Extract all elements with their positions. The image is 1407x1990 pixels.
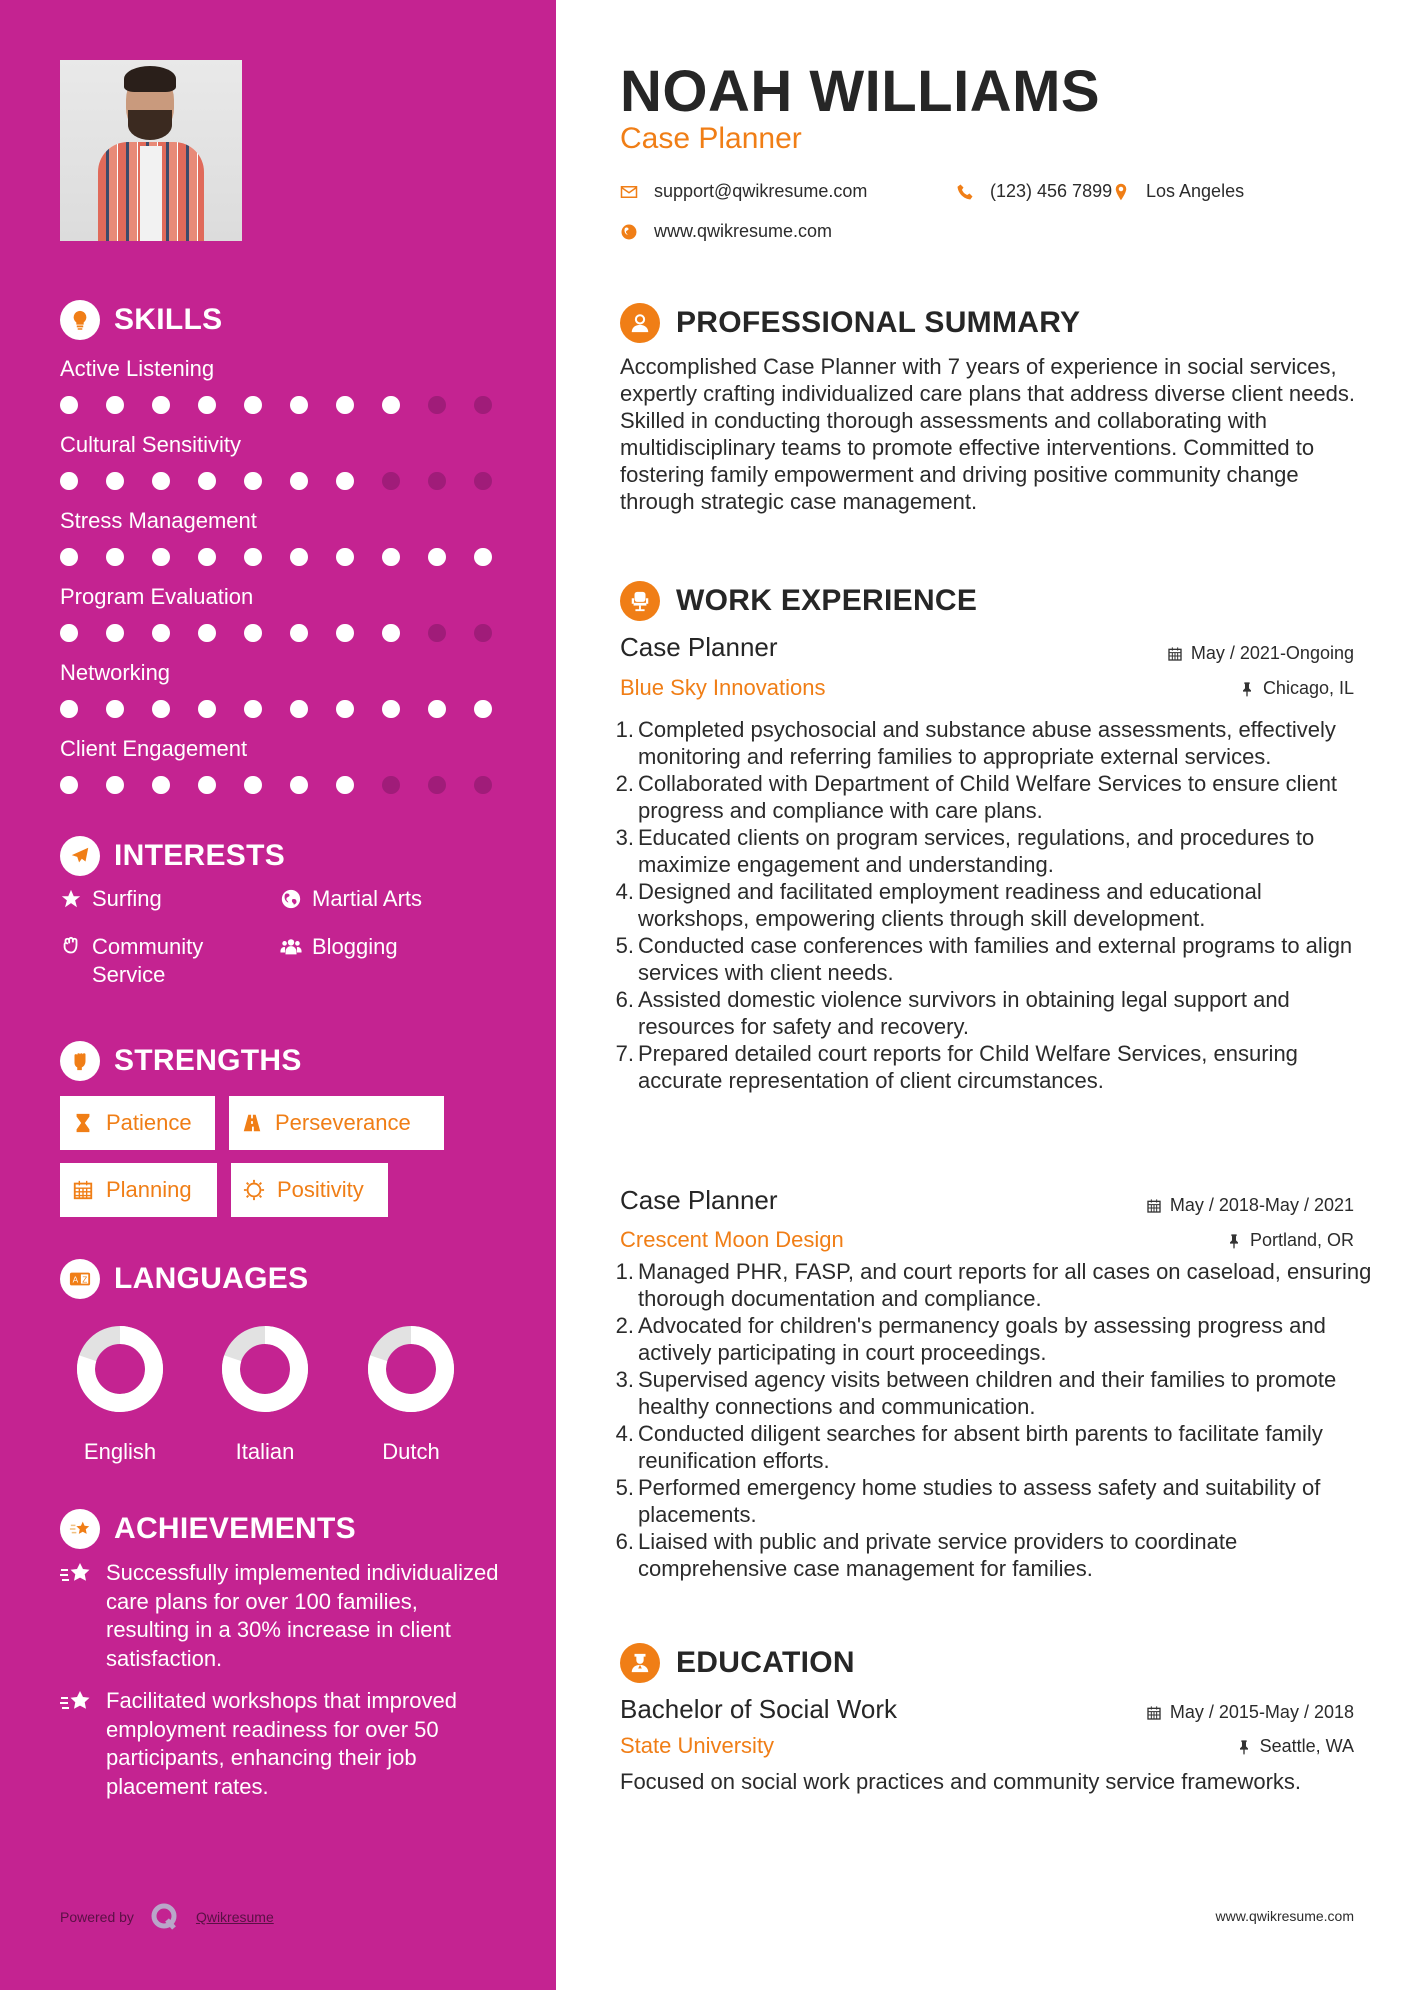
rating-dot-empty <box>382 472 400 490</box>
strength-badge: Perseverance <box>229 1096 444 1150</box>
list-item: 2. Advocated for children's permanency goals by assessing progress and actively participating in court proceedings. <box>615 1313 1326 1365</box>
skill-rating <box>60 548 520 566</box>
globe-icon <box>620 223 638 241</box>
rating-dot-filled <box>290 776 308 794</box>
language-donut <box>76 1325 164 1413</box>
rating-dot-filled <box>106 624 124 642</box>
candidate-name: NOAH WILLIAMS <box>620 59 1101 124</box>
achievements-heading: ACHIEVEMENTS <box>60 1509 356 1549</box>
contact-website[interactable]: www.qwikresume.com <box>620 221 832 242</box>
rating-dot-filled <box>152 548 170 566</box>
rating-dot-filled <box>198 472 216 490</box>
contact-email[interactable]: support@qwikresume.com <box>620 181 867 202</box>
translate-icon <box>60 1259 100 1299</box>
list-item: 5. Performed emergency home studies to assess safety and suitability of placements. <box>615 1475 1321 1527</box>
hand-fist-icon <box>60 936 82 958</box>
rating-dot-filled <box>244 624 262 642</box>
svg-text:Z: Z <box>82 1275 88 1285</box>
education-heading: EDUCATION <box>620 1643 855 1683</box>
rating-dot-empty <box>474 396 492 414</box>
rating-dot-filled <box>198 776 216 794</box>
rating-dot-filled <box>428 700 446 718</box>
calendar-icon <box>1146 1198 1162 1214</box>
job-role: Case Planner <box>620 1185 778 1215</box>
skill-rating <box>60 700 520 718</box>
skill-rating <box>60 624 520 642</box>
strength-badge: Positivity <box>231 1163 388 1217</box>
contact-location: Los Angeles <box>1112 181 1244 202</box>
list-item: 3. Supervised agency visits between children and their families to promote healthy connections and communication. <box>615 1367 1337 1419</box>
rating-dot-filled <box>60 548 78 566</box>
list-item: 1. Completed psychosocial and substance abuse assessments, effectively monitoring and referring families to appropriate external services. <box>615 717 1336 769</box>
rating-dot-filled <box>244 700 262 718</box>
rating-dot-filled <box>336 624 354 642</box>
paper-plane-icon <box>60 836 100 876</box>
education-location: Seattle, WA <box>1236 1736 1354 1757</box>
strength-badge: Patience <box>60 1096 215 1150</box>
rating-dot-filled <box>382 548 400 566</box>
skill-item: Stress Management <box>60 506 520 566</box>
rating-dot-filled <box>60 700 78 718</box>
rating-dot-filled <box>152 776 170 794</box>
qwikresume-link[interactable]: Qwikresume <box>195 1909 274 1925</box>
job-dates: May / 2021-Ongoing <box>1167 643 1354 664</box>
rating-dot-filled <box>382 700 400 718</box>
school: State University <box>620 1733 775 1758</box>
fist-icon <box>60 1041 100 1081</box>
rating-dot-filled <box>290 700 308 718</box>
rating-dot-filled <box>244 396 262 414</box>
rating-dot-filled <box>336 396 354 414</box>
list-item: 3. Educated clients on program services, regulations, and procedures to maximize engagement and understanding. <box>615 825 1315 877</box>
rating-dot-filled <box>336 700 354 718</box>
interest-item: Martial Arts <box>280 885 422 913</box>
education-dates: May / 2015-May / 2018 <box>1146 1702 1354 1723</box>
rating-dot-filled <box>382 396 400 414</box>
rating-dot-empty <box>382 776 400 794</box>
interests-heading: INTERESTS <box>60 836 285 876</box>
degree: Bachelor of Social Work <box>620 1694 897 1724</box>
rating-dot-filled <box>198 548 216 566</box>
language-donut <box>221 1325 309 1413</box>
skill-item: Networking <box>60 658 520 718</box>
interest-item: Surfing <box>60 885 162 913</box>
list-item: 7. Prepared detailed court reports for Child Welfare Services, ensuring accurate representation of client circumstances. <box>615 1041 1298 1093</box>
rating-dot-filled <box>106 548 124 566</box>
phone-icon <box>956 183 974 201</box>
rating-dot-filled <box>106 396 124 414</box>
envelope-icon <box>620 183 638 201</box>
graduate-icon <box>620 1643 660 1683</box>
rating-dot-filled <box>428 548 446 566</box>
list-item: 4. Designed and facilitated employment readiness and educational workshops, empowering clients through skill development. <box>615 879 1262 931</box>
interest-item: Community Service <box>60 933 260 989</box>
skill-rating <box>60 396 520 414</box>
rating-dot-filled <box>198 396 216 414</box>
rating-dot-filled <box>198 700 216 718</box>
rating-dot-filled <box>336 472 354 490</box>
list-item: 5. Conducted case conferences with families and external programs to align services with client needs. <box>615 933 1353 985</box>
rating-dot-filled <box>290 472 308 490</box>
contact-phone[interactable]: (123) 456 7899 <box>956 181 1112 202</box>
job-bullets <box>612 1258 1372 1582</box>
svg-text:A: A <box>72 1275 79 1285</box>
shooting-star-icon <box>60 1689 92 1717</box>
rating-dot-empty <box>428 776 446 794</box>
interest-item: Blogging <box>280 933 398 961</box>
candidate-title: Case Planner <box>620 122 802 155</box>
rating-dot-filled <box>290 548 308 566</box>
job-location: Chicago, IL <box>1239 678 1354 699</box>
calendar-icon <box>72 1179 94 1201</box>
shooting-star-icon <box>60 1509 100 1549</box>
list-item: 2. Collaborated with Department of Child Welfare Services to ensure client progress and compliance with care plans. <box>615 771 1338 823</box>
rating-dot-filled <box>290 624 308 642</box>
rating-dot-filled <box>336 776 354 794</box>
job-company: Crescent Moon Design <box>620 1227 844 1252</box>
summary-text: Accomplished Case Planner with 7 years of experience in social services, expertly crafting individualized care plans that address diverse client needs. Skilled in conducting thorough assessments and collaborating with multidisciplinary teams to promote effective interventions. Committed to fostering family empowerment and driving positive community change through strategic case management. <box>620 354 1355 514</box>
job-bullets <box>612 716 1372 1094</box>
skill-item: Program Evaluation <box>60 582 520 642</box>
main-content <box>556 0 1407 1990</box>
rating-dot-filled <box>152 472 170 490</box>
rating-dot-filled <box>474 700 492 718</box>
rating-dot-empty <box>428 624 446 642</box>
job-location: Portland, OR <box>1226 1230 1354 1251</box>
rating-dot-filled <box>60 396 78 414</box>
rating-dot-filled <box>382 624 400 642</box>
languages-heading: A Z LANGUAGES <box>60 1259 308 1299</box>
skill-item: Active Listening <box>60 354 520 414</box>
rating-dot-empty <box>474 472 492 490</box>
calendar-icon <box>1167 646 1183 662</box>
skill-item: Client Engagement <box>60 734 520 794</box>
skill-rating <box>60 776 520 794</box>
shooting-star-icon <box>60 1561 92 1589</box>
skills-heading: SKILLS <box>60 300 222 340</box>
rating-dot-filled <box>474 548 492 566</box>
globe-icon <box>280 888 302 910</box>
sun-icon <box>243 1179 265 1201</box>
language-item: English <box>60 1325 180 1465</box>
map-pin-icon <box>1112 183 1130 201</box>
rating-dot-filled <box>244 472 262 490</box>
rating-dot-filled <box>336 548 354 566</box>
footer-website[interactable]: www.qwikresume.com <box>1215 1908 1354 1924</box>
rating-dot-filled <box>152 396 170 414</box>
users-icon <box>280 936 302 958</box>
pushpin-icon <box>1239 681 1255 697</box>
rating-dot-filled <box>198 624 216 642</box>
strengths-heading: STRENGTHS <box>60 1041 302 1081</box>
summary-heading: PROFESSIONAL SUMMARY <box>620 303 1080 343</box>
strength-badge: Planning <box>60 1163 217 1217</box>
pushpin-icon <box>1236 1739 1252 1755</box>
language-donut <box>367 1325 455 1413</box>
rating-dot-filled <box>60 776 78 794</box>
lightbulb-icon <box>60 300 100 340</box>
sidebar <box>0 0 556 1990</box>
powered-by: Powered by Qwikresume <box>60 1902 274 1932</box>
calendar-icon <box>1146 1705 1162 1721</box>
language-item: Dutch <box>351 1325 471 1465</box>
pushpin-icon <box>1226 1233 1242 1249</box>
rating-dot-filled <box>106 700 124 718</box>
rating-dot-filled <box>60 624 78 642</box>
profile-photo <box>60 60 242 241</box>
skill-item: Cultural Sensitivity <box>60 430 520 490</box>
rating-dot-filled <box>290 396 308 414</box>
road-icon <box>241 1112 263 1134</box>
language-item: Italian <box>205 1325 325 1465</box>
rating-dot-empty <box>474 624 492 642</box>
qwikresume-logo-icon <box>150 1902 180 1932</box>
rating-dot-filled <box>152 700 170 718</box>
rating-dot-empty <box>474 776 492 794</box>
job-company: Blue Sky Innovations <box>620 675 826 700</box>
achievement-item: Facilitated workshops that improved employment readiness for over 50 participants, enhancing their job placement rates. <box>60 1687 500 1801</box>
education-description: Focused on social work practices and community service frameworks. <box>620 1769 1302 1794</box>
job-dates: May / 2018-May / 2021 <box>1146 1195 1354 1216</box>
chair-icon <box>620 581 660 621</box>
skill-rating <box>60 472 520 490</box>
list-item: 1. Managed PHR, FASP, and court reports for all cases on caseload, ensuring thorough documentation and compliance. <box>615 1259 1372 1311</box>
rating-dot-filled <box>106 472 124 490</box>
experience-heading: WORK EXPERIENCE <box>620 581 977 621</box>
achievement-item: Successfully implemented individualized care plans for over 100 families, resulting in a 30% increase in client satisfaction. <box>60 1559 500 1673</box>
list-item: 4. Conducted diligent searches for absent birth parents to facilitate family reunification efforts. <box>615 1421 1323 1473</box>
user-icon <box>620 303 660 343</box>
list-item: 6. Liaised with public and private service providers to coordinate comprehensive case management for families. <box>615 1529 1238 1581</box>
rating-dot-filled <box>244 776 262 794</box>
rating-dot-filled <box>152 624 170 642</box>
rating-dot-filled <box>244 548 262 566</box>
rating-dot-empty <box>428 396 446 414</box>
hourglass-icon <box>72 1112 94 1134</box>
rating-dot-filled <box>60 472 78 490</box>
rating-dot-empty <box>428 472 446 490</box>
rating-dot-filled <box>106 776 124 794</box>
job-role: Case Planner <box>620 632 778 662</box>
star-icon <box>60 888 82 910</box>
list-item: 6. Assisted domestic violence survivors in obtaining legal support and resources for safety and recovery. <box>615 987 1290 1039</box>
